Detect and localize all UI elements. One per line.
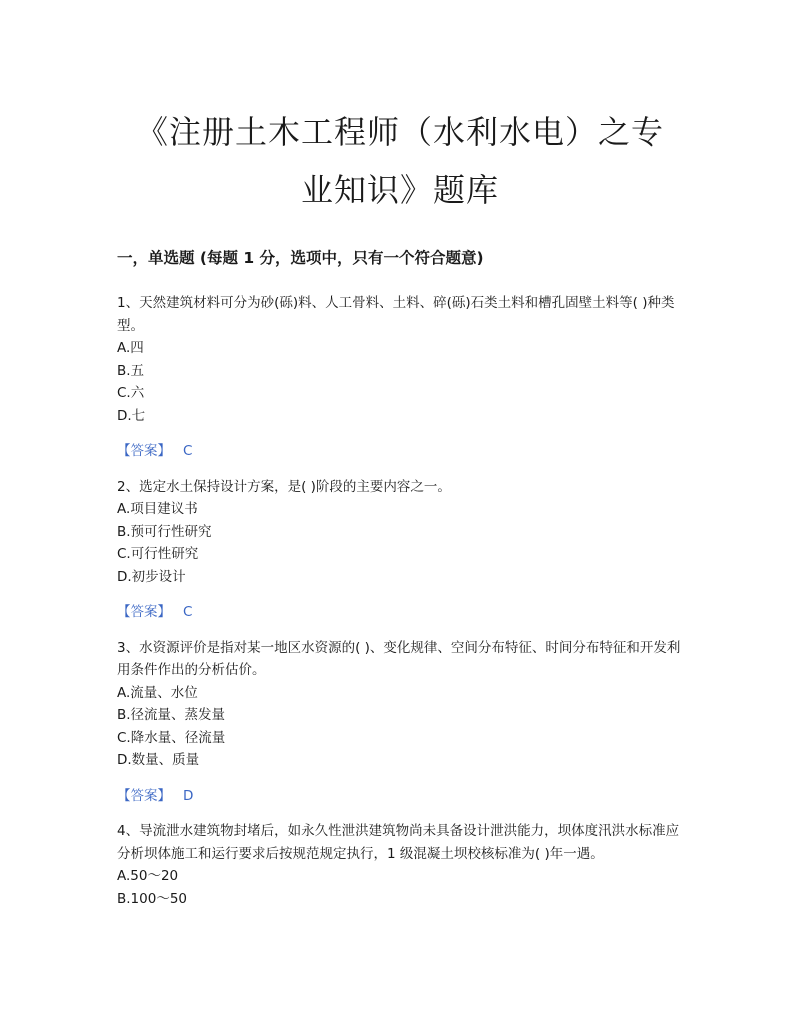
- question-option: C.可行性研究: [117, 546, 199, 562]
- question-stem: 3、水资源评价是指对某一地区水资源的( )、变化规律、空间分布特征、时间分布特征和开发利用条件作出的分析估价。: [117, 639, 681, 678]
- answer-label: 【答案】: [117, 604, 171, 620]
- question-option: B.预可行性研究: [117, 523, 212, 540]
- answer-value: C: [183, 604, 193, 620]
- question-stem: 2、选定水土保持设计方案，是( )阶段的主要内容之一。: [117, 478, 451, 495]
- answer-value: D: [183, 787, 194, 804]
- question-option: C.六: [117, 385, 145, 401]
- question-4: [117, 820, 687, 910]
- question-option: D.初步设计: [117, 568, 186, 585]
- document-title-line-1: 《注册土木工程师（水利水电）之专: [135, 113, 664, 151]
- question-stem: 4、导流泄水建筑物封堵后，如永久性泄洪建筑物尚未具备设计泄洪能力，坝体度汛洪水标准应分析坝体施工和运行要求后按规范规定执行，1 级混凝土坝校核标准为( )年一遇。: [117, 823, 680, 862]
- question-option: A.项目建议书: [117, 501, 198, 517]
- answer-value: C: [183, 443, 193, 459]
- question-option: A.四: [117, 340, 144, 356]
- question-answer: [117, 601, 687, 624]
- question-option: B.100～50: [117, 890, 187, 907]
- question-option: A.流量、水位: [117, 684, 198, 701]
- question-option: B.五: [117, 362, 145, 379]
- question-answer: [117, 785, 687, 808]
- question-answer: [117, 440, 687, 463]
- question-2: [117, 476, 687, 624]
- question-stem: 1、天然建筑材料可分为砂(砾)料、人工骨料、土料、碎(砾)石类土料和槽孔固壁土料等( )种类型。: [117, 295, 675, 334]
- document-title: [100, 103, 700, 219]
- question-option: B.径流量、蒸发量: [117, 707, 226, 723]
- question-option: C.降水量、径流量: [117, 729, 226, 746]
- question-1: [117, 292, 687, 463]
- answer-label: 【答案】: [117, 787, 171, 804]
- answer-label: 【答案】: [117, 443, 171, 459]
- question-option: A.50～20: [117, 868, 179, 884]
- question-option: D.数量、质量: [117, 752, 200, 768]
- question-option: D.七: [117, 407, 146, 424]
- question-3: [117, 637, 687, 808]
- section-heading: 一，单选题 (每题 1 分，选项中，只有一个符合题意): [117, 249, 484, 267]
- document-title-line-2: 业知识》题库: [300, 171, 499, 209]
- question-list: [117, 292, 687, 910]
